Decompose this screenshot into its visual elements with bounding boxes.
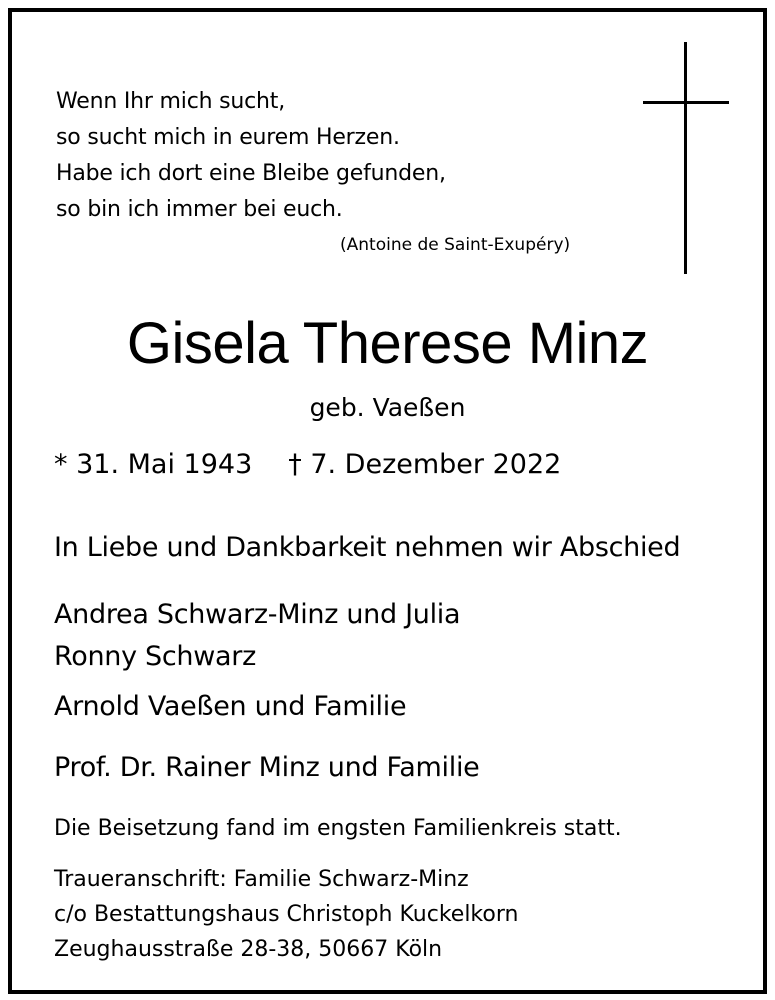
mourner-line: Prof. Dr. Rainer Minz und Familie (54, 752, 480, 783)
burial-note: Die Beisetzung fand im engsten Familienkreis statt. (54, 816, 622, 841)
address-line: Zeughausstraße 28-38, 50667 Köln (54, 937, 443, 962)
poem-author: (Antoine de Saint-Exupéry) (340, 235, 571, 255)
mourner-line: Ronny Schwarz (54, 641, 256, 672)
farewell-text: In Liebe und Dankbarkeit nehmen wir Abschied (54, 532, 681, 563)
address-line: c/o Bestattungshaus Christoph Kuckelkorn (54, 902, 519, 927)
poem (56, 84, 446, 228)
poem-line: so bin ich immer bei euch. (56, 197, 343, 222)
poem-line: so sucht mich in eurem Herzen. (56, 125, 400, 150)
poem-line: Wenn Ihr mich sucht, (56, 89, 285, 114)
deceased-name: Gisela Therese Minz (126, 311, 649, 376)
cross-vertical-bar (684, 42, 687, 274)
life-dates (54, 445, 561, 485)
maiden-name: geb. Vaeßen (309, 393, 466, 422)
birth-date: * 31. Mai 1943 (54, 449, 253, 480)
obituary-frame (8, 8, 767, 994)
poem-line: Habe ich dort eine Bleibe gefunden, (56, 161, 446, 186)
mourning-address (54, 862, 518, 967)
death-date: † 7. Dezember 2022 (288, 449, 562, 480)
mourner-line: Arnold Vaeßen und Familie (54, 691, 407, 722)
cross-horizontal-bar (643, 101, 729, 104)
mourner-line: Andrea Schwarz-Minz und Julia (54, 599, 461, 630)
address-line: Traueranschrift: Familie Schwarz-Minz (54, 867, 469, 892)
